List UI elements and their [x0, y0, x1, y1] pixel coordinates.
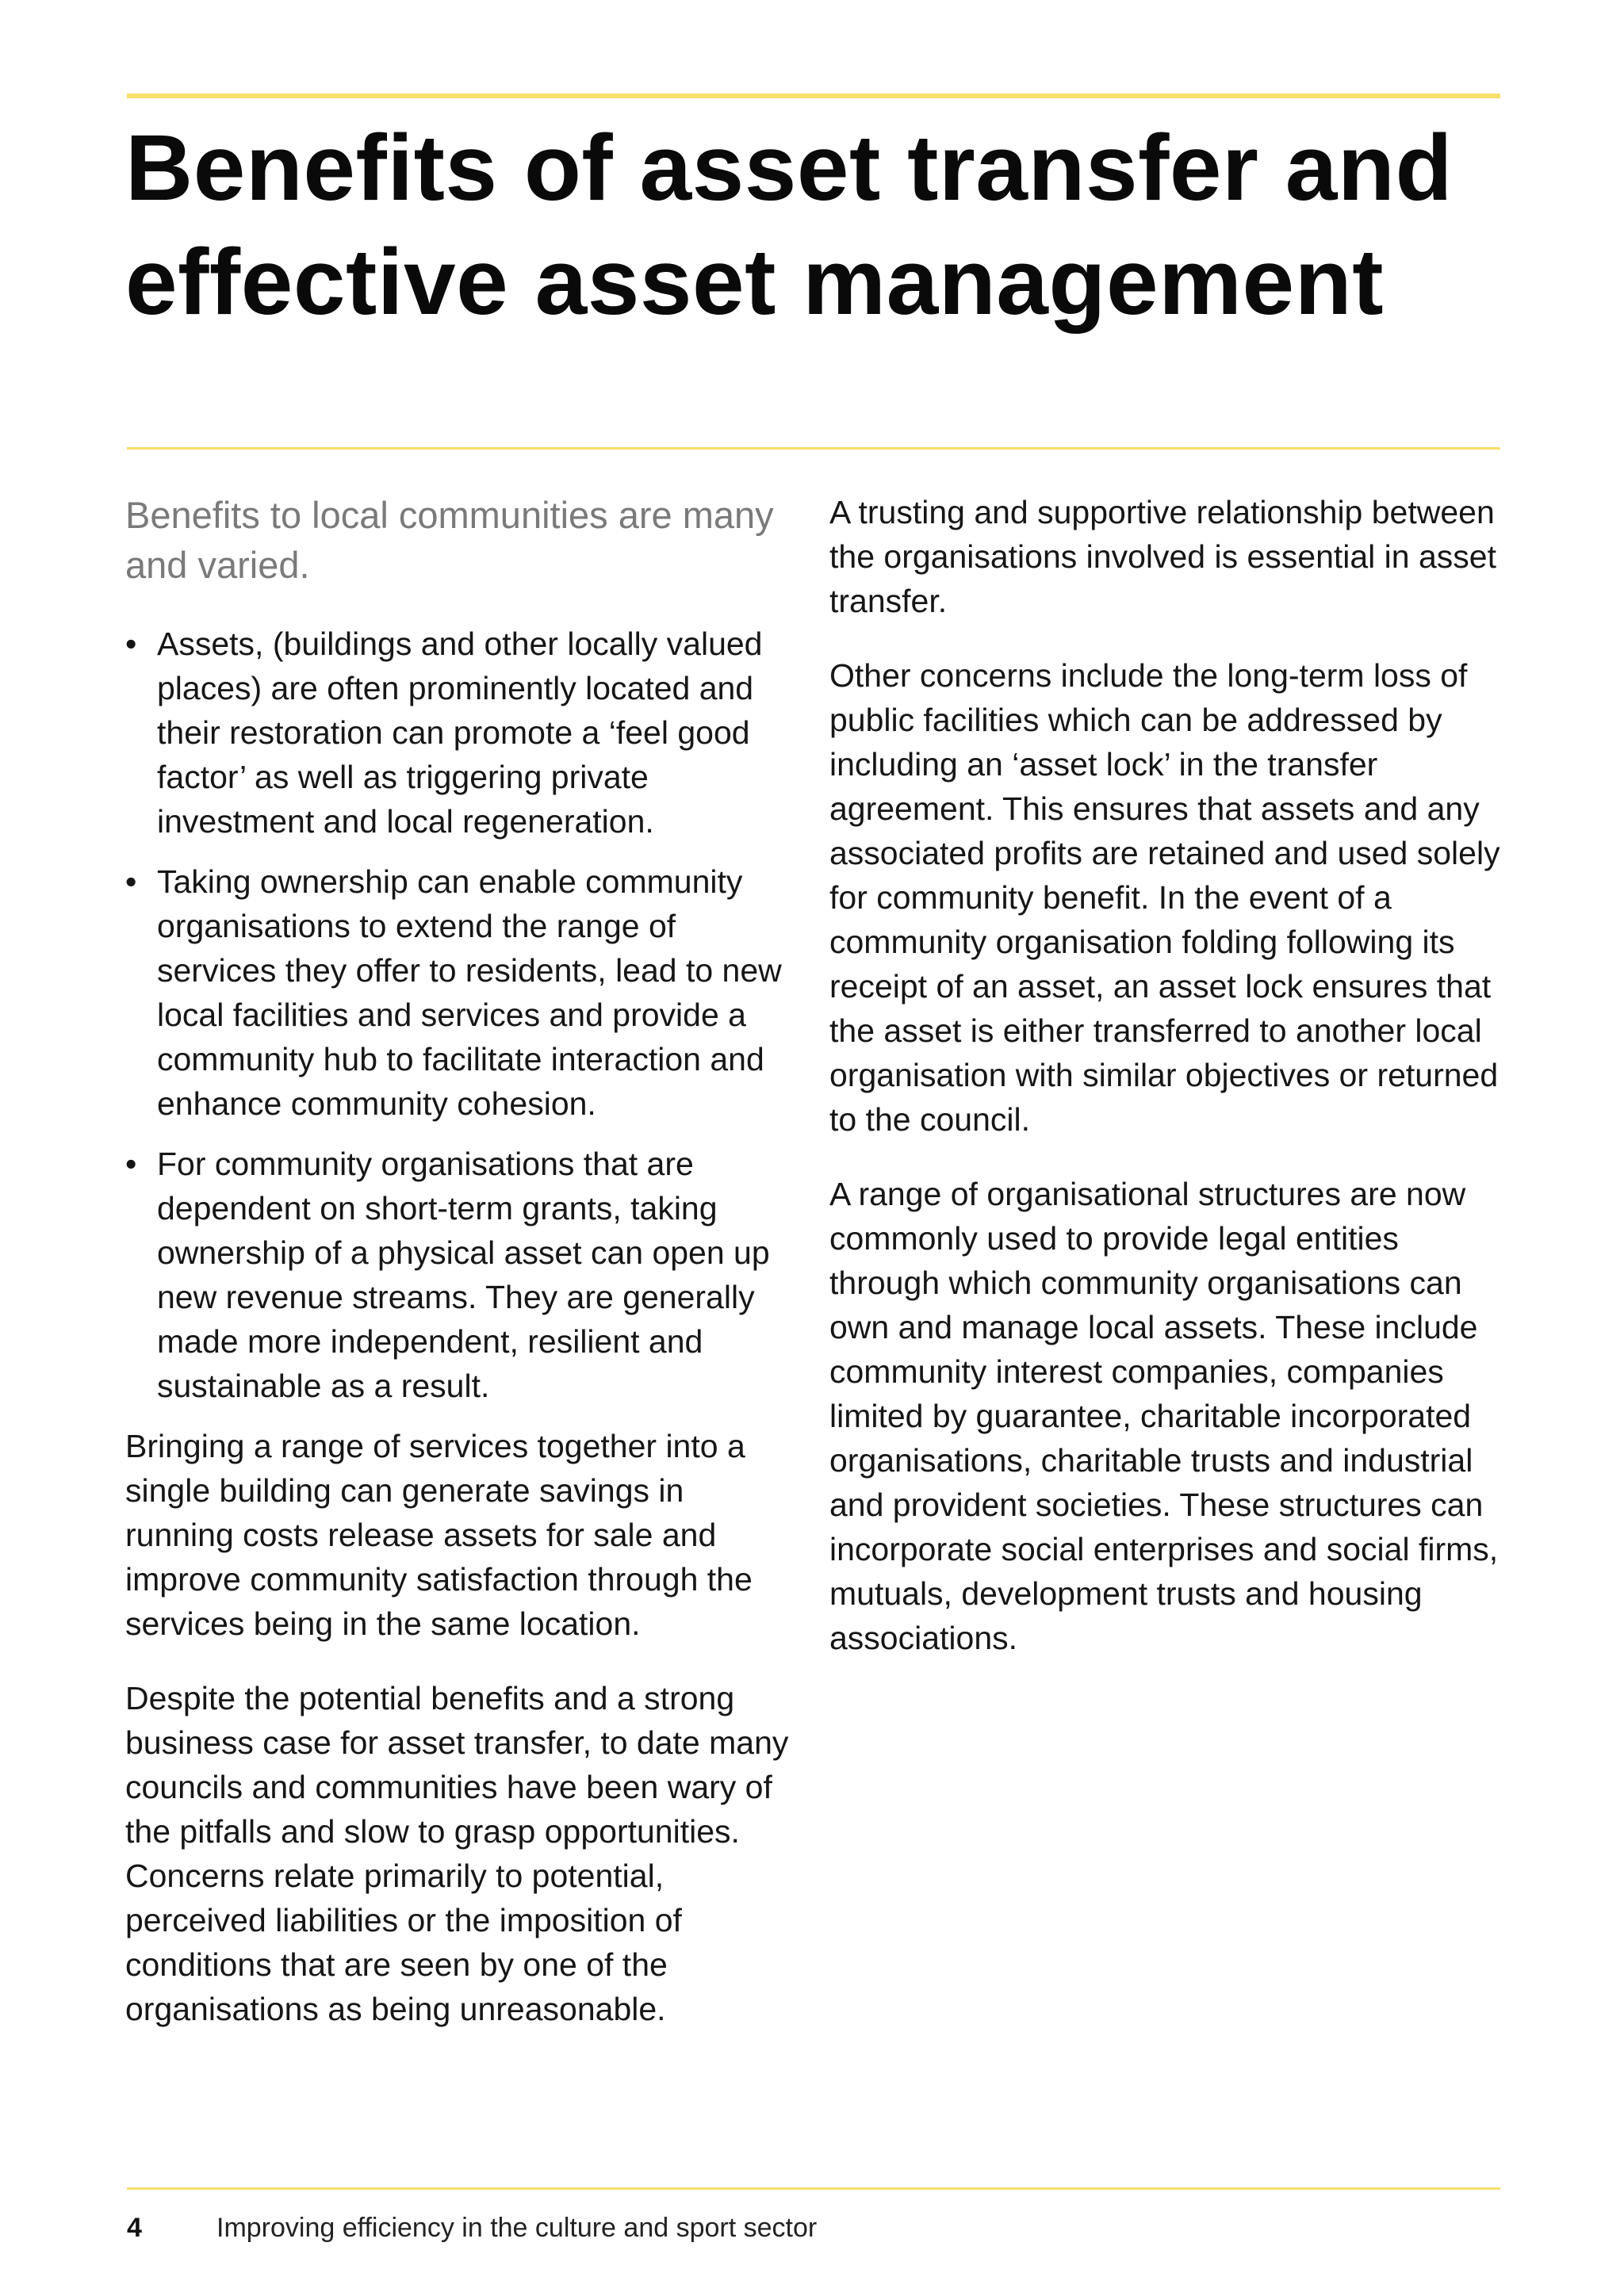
- footer-publication-title: Improving efficiency in the culture and sport sector: [216, 2213, 818, 2243]
- paragraph-services-together: Bringing a range of services together into a single building can generate savings in running costs release assets for sale and improve community satisfaction through the services being in the same location.: [125, 1428, 753, 1642]
- benefits-list: [125, 622, 799, 1408]
- bullet-icon: •: [125, 863, 137, 900]
- bullet-icon: •: [125, 626, 137, 662]
- list-item-text: Taking ownership can enable community organisations to extend the range of services they offer to residents, lead to new local facilities and services and provide a community hub to facilitate interaction and enhance community cohesion.: [157, 863, 782, 1122]
- footer-rule: [127, 2187, 1500, 2190]
- right-column: [829, 490, 1503, 1690]
- page-title: Benefits of asset transfer and effective asset management: [125, 116, 1454, 335]
- page-number: 4: [127, 2213, 142, 2243]
- list-item: [125, 622, 799, 844]
- paragraph-trusting-relationship: A trusting and supportive relationship between the organisations involved is essential in asset transfer.: [829, 494, 1496, 619]
- left-column: [125, 490, 799, 2061]
- bullet-icon: •: [125, 1146, 137, 1182]
- list-item: [125, 859, 799, 1126]
- paragraph-asset-lock: Other concerns include the long-term loss of public facilities which can be addressed by including an ‘asset lock’ in the transfer agreement. This ensures that assets and any associated profits are retained and used solely for community benefit. In the event of a community organisation folding following its receipt of an asset, an asset lock ensures that the asset is either transferred to another local organisation with similar objectives or returned to the council.: [829, 657, 1500, 1138]
- list-item-text: Assets, (buildings and other locally valued places) are often prominently located and their restoration can promote a ‘feel good factor’ as well as triggering private investment and local regeneration.: [157, 626, 763, 840]
- top-accent-rule: [127, 94, 1500, 98]
- paragraph-organisational-structures: A range of organisational structures are now commonly used to provide legal entities through which community organisations can own and manage local assets. These include community interest companies, companies limited by guarantee, charitable incorporated organisations, charitable trusts and industrial and provident societies. These structures can incorporate social enterprises and social firms, mutuals, development trusts and housing associations.: [829, 1176, 1499, 1656]
- paragraph-concerns: Despite the potential benefits and a strong business case for asset transfer, to date many councils and communities have been wary of the pitfalls and slow to grasp opportunities. Concerns relate primarily to potential, perceived liabilities or the imposition of conditions that are seen by one of the organisations as being unreasonable.: [125, 1680, 789, 2027]
- title-divider-rule: [127, 447, 1500, 450]
- list-item-text: For community organisations that are dependent on short-term grants, taking ownership of a physical asset can open up new revenue streams. They are generally made more independent, resilient and sustainable as a result.: [157, 1146, 770, 1404]
- intro-text: Benefits to local communities are many and varied.: [125, 494, 774, 586]
- list-item: [125, 1142, 799, 1408]
